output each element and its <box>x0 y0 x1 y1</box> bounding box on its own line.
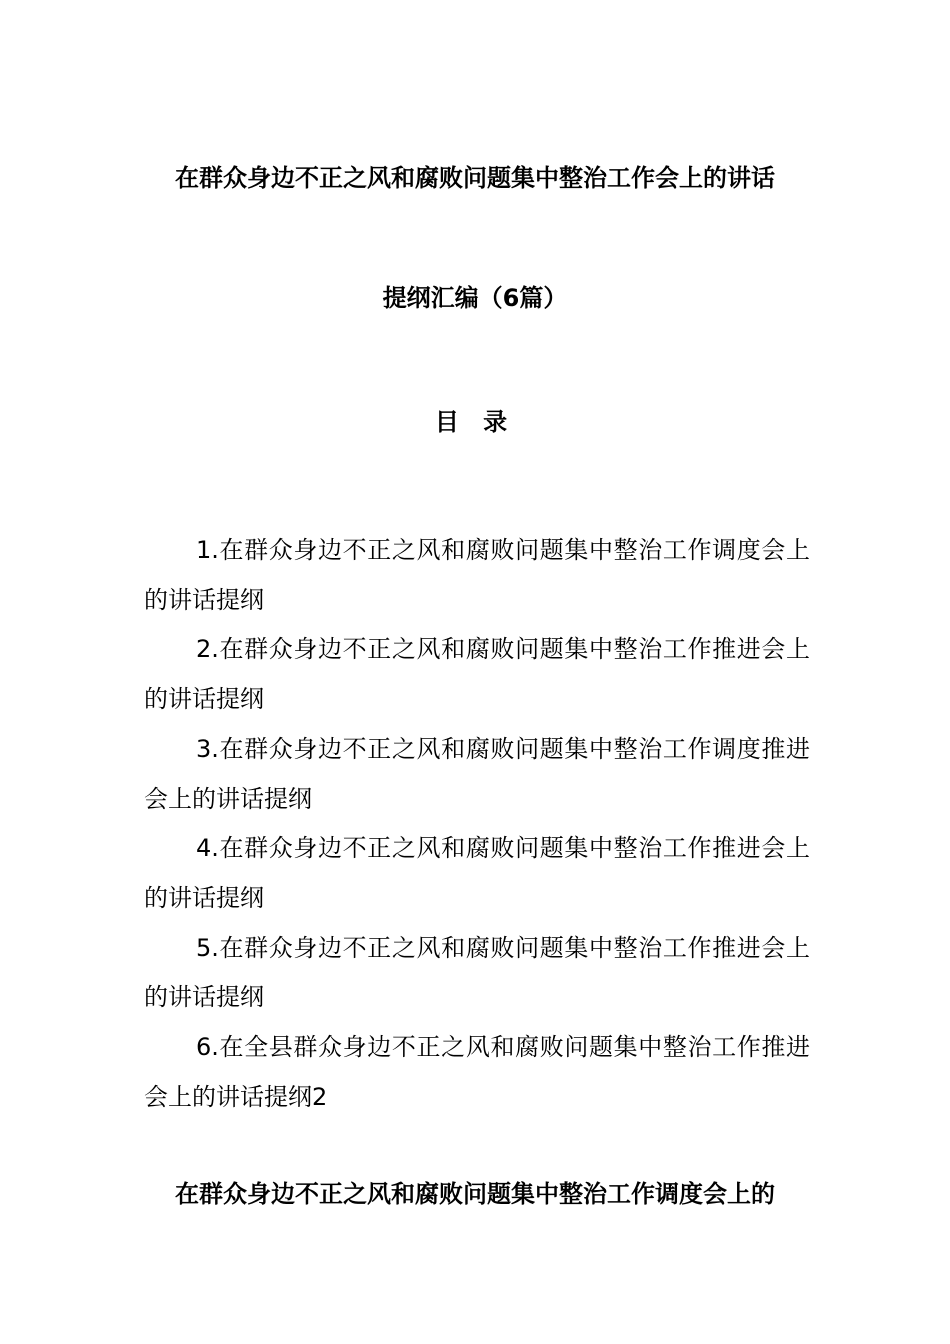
document-title-line-2: 提纲汇编（6篇） <box>382 284 568 312</box>
document-title-line-1: 在群众身边不正之风和腐败问题集中整治工作会上的讲话 <box>175 164 775 192</box>
toc-item-3: 3.在群众身边不正之风和腐败问题集中整治工作调度推进会上的讲话提纲 <box>144 734 810 813</box>
table-of-contents <box>144 526 810 1122</box>
toc-heading: 目 录 <box>434 408 516 436</box>
toc-item-5: 5.在群众身边不正之风和腐败问题集中整治工作推进会上的讲话提纲 <box>144 933 810 1012</box>
section-heading: 在群众身边不正之风和腐败问题集中整治工作调度会上的 <box>175 1180 775 1208</box>
toc-item-2: 2.在群众身边不正之风和腐败问题集中整治工作推进会上的讲话提纲 <box>144 635 810 714</box>
toc-item-6: 6.在全县群众身边不正之风和腐败问题集中整治工作推进会上的讲话提纲2 <box>144 1033 810 1111</box>
toc-item-4: 4.在群众身边不正之风和腐败问题集中整治工作推进会上的讲话提纲 <box>144 834 810 912</box>
toc-item-1: 1.在群众身边不正之风和腐败问题集中整治工作调度会上的讲话提纲 <box>144 536 810 614</box>
